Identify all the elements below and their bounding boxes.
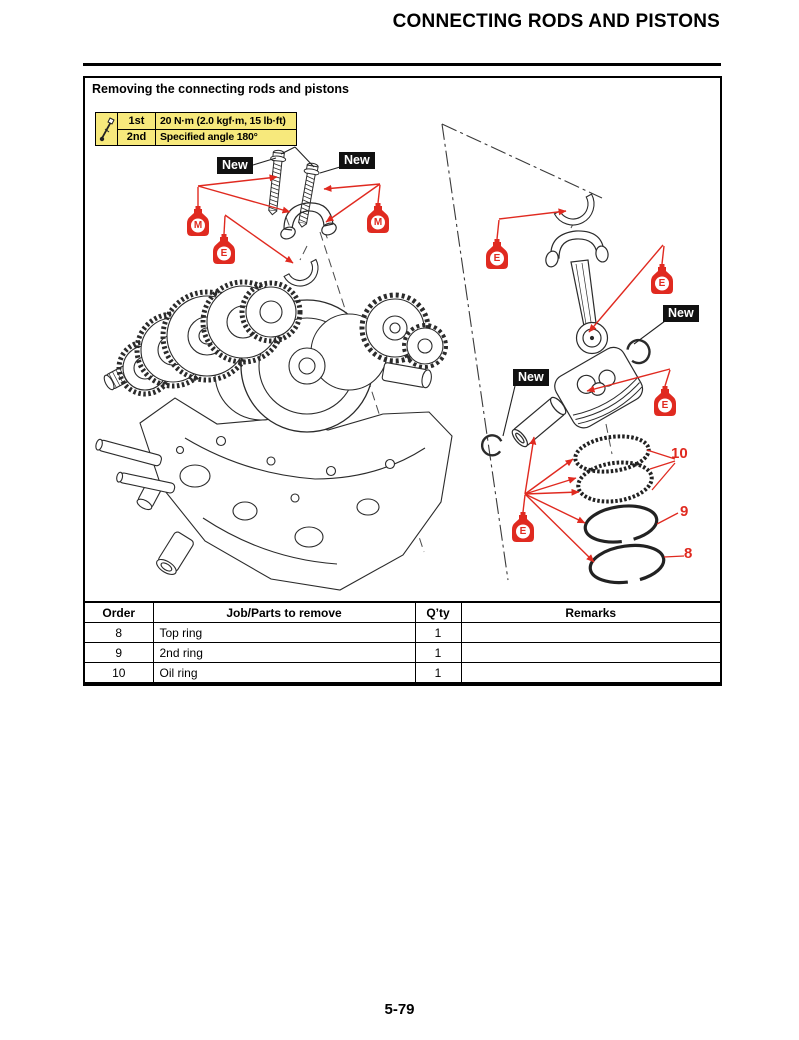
table-header-order: Order: [84, 602, 153, 623]
cell-qty: 1: [415, 663, 461, 684]
table-row: [84, 663, 721, 684]
section-rule: [83, 63, 721, 66]
molybdenum-oil-icon: [187, 206, 209, 236]
connecting-rod-bolts: [265, 150, 321, 229]
engine-oil-letter: E: [220, 248, 228, 259]
callout-oil-ring: 10: [671, 445, 688, 462]
engine-oil-letter: E: [519, 526, 527, 537]
exploded-diagram: [85, 78, 720, 684]
torque-wrench-icon: [96, 113, 118, 145]
primary-drive-gear: [362, 295, 446, 367]
table-header-remarks: Remarks: [461, 602, 721, 623]
piston-pin: [510, 395, 569, 449]
cell-job: 2nd ring: [153, 643, 415, 663]
molybdenum-oil-letter: M: [193, 220, 203, 231]
bearing-shell-upper: [554, 194, 601, 232]
torque-spec-box: [95, 112, 297, 146]
circlip-left: [480, 433, 504, 457]
table-row: [84, 623, 721, 643]
table-header-row: [84, 602, 721, 623]
engine-oil-icon: [213, 234, 235, 264]
figure-title: Removing the connecting rods and pistons: [92, 82, 349, 96]
callout-second-ring: 9: [680, 503, 689, 520]
rod-bolt-2: [295, 162, 321, 228]
engine-oil-icon: [512, 512, 534, 542]
circlip-right: [626, 338, 652, 366]
torque-step-2-value: Specified angle 180°: [160, 131, 258, 144]
cell-order: 10: [84, 663, 153, 684]
cell-qty: 1: [415, 623, 461, 643]
cell-order: 8: [84, 623, 153, 643]
engine-oil-icon: [654, 386, 676, 416]
torque-step-2: [118, 130, 296, 146]
top-ring: [588, 541, 666, 587]
torque-step-2-label: 2nd: [118, 130, 156, 146]
cell-job: Oil ring: [153, 663, 415, 684]
connecting-rod: [544, 231, 609, 354]
molybdenum-oil-icon: [367, 203, 389, 233]
callout-top-ring: 8: [684, 545, 693, 562]
coolant-pipe: [154, 531, 195, 578]
torque-step-1-value: 20 N·m (2.0 kgf·m, 15 lb·ft): [160, 114, 286, 127]
page-title: CONNECTING RODS AND PISTONS: [392, 11, 720, 32]
torque-step-1: [118, 113, 296, 130]
figure-panel: [83, 76, 722, 686]
new-label-circlip-2: New: [513, 369, 549, 386]
callout-lines: [647, 450, 684, 557]
new-label-bolt-1: New: [217, 157, 253, 174]
engine-oil-letter: E: [661, 400, 669, 411]
page-number: 5-79: [384, 1001, 415, 1018]
cell-job: Top ring: [153, 623, 415, 643]
cell-remarks: [461, 663, 721, 684]
engine-oil-letter: E: [658, 278, 666, 289]
engine-oil-letter: E: [493, 253, 501, 264]
engine-oil-icon: [486, 239, 508, 269]
parts-table: [83, 601, 722, 684]
oil-ring-rails: [573, 432, 654, 506]
molybdenum-oil-letter: M: [373, 217, 383, 228]
second-ring: [583, 502, 659, 547]
new-label-bolt-2: New: [339, 152, 375, 169]
table-row: [84, 643, 721, 663]
crankcase-assembly: [95, 282, 452, 590]
cell-remarks: [461, 643, 721, 663]
torque-step-1-label: 1st: [118, 113, 156, 129]
cell-order: 9: [84, 643, 153, 663]
table-header-job: Job/Parts to remove: [153, 602, 415, 623]
new-label-circlip-1: New: [663, 305, 699, 322]
table-header-qty: Q’ty: [415, 602, 461, 623]
engine-oil-icon: [651, 264, 673, 294]
cell-qty: 1: [415, 643, 461, 663]
cell-remarks: [461, 623, 721, 643]
